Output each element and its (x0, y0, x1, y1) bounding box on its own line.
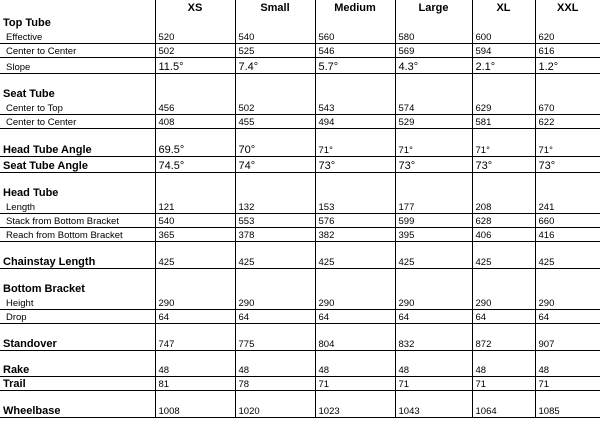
cell-value: 73° (395, 156, 472, 172)
cell-value: 73° (472, 156, 535, 172)
cell-value: 48 (155, 362, 235, 376)
empty-cell (472, 73, 535, 85)
section-row (0, 14, 600, 29)
table-row (0, 227, 600, 241)
empty-cell (155, 390, 235, 402)
cell-value: 872 (472, 335, 535, 350)
empty-cell (155, 73, 235, 85)
cell-value: 7.4° (235, 57, 315, 73)
cell-value: 832 (395, 335, 472, 350)
row-label: Standover (0, 335, 155, 350)
cell-value: 382 (315, 227, 395, 241)
cell-value: 628 (472, 213, 535, 227)
cell-value: 529 (395, 114, 472, 128)
empty-cell (235, 128, 315, 140)
spacer-row (0, 172, 600, 184)
row-label: Length (0, 199, 155, 213)
empty-cell (315, 350, 395, 362)
empty-cell (395, 280, 472, 295)
cell-value: 670 (535, 100, 600, 114)
spacer-row (0, 128, 600, 140)
cell-value: 804 (315, 335, 395, 350)
empty-cell (535, 268, 600, 280)
cell-value: 629 (472, 100, 535, 114)
cell-value: 71 (395, 376, 472, 390)
empty-cell (535, 350, 600, 362)
empty-cell (235, 323, 315, 335)
row-label: Seat Tube Angle (0, 156, 155, 172)
cell-value: 132 (235, 199, 315, 213)
cell-value: 74° (235, 156, 315, 172)
table-row (0, 213, 600, 227)
cell-value: 425 (315, 253, 395, 268)
cell-value: 290 (235, 295, 315, 309)
row-label (0, 172, 155, 184)
table-row (0, 402, 600, 417)
table-row (0, 335, 600, 350)
cell-value: 121 (155, 199, 235, 213)
cell-value: 594 (472, 43, 535, 57)
header-row (0, 0, 600, 14)
table-row (0, 114, 600, 128)
row-label: Rake (0, 362, 155, 376)
empty-cell (235, 350, 315, 362)
empty-cell (155, 268, 235, 280)
cell-value: 48 (235, 362, 315, 376)
empty-cell (235, 14, 315, 29)
cell-value: 574 (395, 100, 472, 114)
empty-cell (315, 390, 395, 402)
empty-cell (472, 323, 535, 335)
cell-value: 576 (315, 213, 395, 227)
cell-value: 208 (472, 199, 535, 213)
empty-cell (535, 323, 600, 335)
row-label (0, 73, 155, 85)
row-label: Drop (0, 309, 155, 323)
size-header-xs: XS (155, 0, 235, 14)
row-label: Height (0, 295, 155, 309)
empty-cell (315, 241, 395, 253)
cell-value: 616 (535, 43, 600, 57)
empty-cell (235, 280, 315, 295)
empty-cell (235, 184, 315, 199)
section-row (0, 280, 600, 295)
empty-cell (235, 172, 315, 184)
cell-value: 71 (315, 376, 395, 390)
size-header-large: Large (395, 0, 472, 14)
table-row (0, 309, 600, 323)
empty-cell (395, 350, 472, 362)
cell-value: 64 (472, 309, 535, 323)
empty-cell (155, 280, 235, 295)
empty-cell (472, 184, 535, 199)
empty-cell (535, 73, 600, 85)
cell-value: 153 (315, 199, 395, 213)
cell-value: 560 (315, 29, 395, 43)
row-label: Center to Center (0, 43, 155, 57)
cell-value: 11.5° (155, 57, 235, 73)
cell-value: 64 (155, 309, 235, 323)
empty-cell (235, 73, 315, 85)
size-header-xl: XL (472, 0, 535, 14)
cell-value: 660 (535, 213, 600, 227)
empty-cell (315, 280, 395, 295)
table-row (0, 253, 600, 268)
cell-value: 70° (235, 140, 315, 156)
cell-value: 64 (535, 309, 600, 323)
row-label: Trail (0, 376, 155, 390)
cell-value: 553 (235, 213, 315, 227)
empty-cell (235, 390, 315, 402)
cell-value: 425 (395, 253, 472, 268)
cell-value: 775 (235, 335, 315, 350)
empty-cell (535, 14, 600, 29)
cell-value: 408 (155, 114, 235, 128)
row-label (0, 241, 155, 253)
row-label: Center to Center (0, 114, 155, 128)
cell-value: 69.5° (155, 140, 235, 156)
empty-cell (395, 323, 472, 335)
cell-value: 525 (235, 43, 315, 57)
cell-value: 1085 (535, 402, 600, 417)
row-label: Center to Top (0, 100, 155, 114)
spacer-row (0, 350, 600, 362)
cell-value: 543 (315, 100, 395, 114)
empty-cell (395, 73, 472, 85)
cell-value: 71 (472, 376, 535, 390)
cell-value: 425 (535, 253, 600, 268)
cell-value: 290 (535, 295, 600, 309)
cell-value: 378 (235, 227, 315, 241)
cell-value: 74.5° (155, 156, 235, 172)
empty-cell (395, 390, 472, 402)
cell-value: 48 (535, 362, 600, 376)
table-row (0, 376, 600, 390)
row-label: Effective (0, 29, 155, 43)
empty-cell (535, 390, 600, 402)
cell-value: 177 (395, 199, 472, 213)
empty-cell (472, 268, 535, 280)
empty-cell (472, 241, 535, 253)
cell-value: 290 (315, 295, 395, 309)
cell-value: 71 (535, 376, 600, 390)
cell-value: 406 (472, 227, 535, 241)
table-row (0, 156, 600, 172)
empty-cell (315, 184, 395, 199)
size-header-xxl: XXL (535, 0, 600, 14)
empty-cell (235, 241, 315, 253)
empty-cell (155, 128, 235, 140)
cell-value: 71° (535, 140, 600, 156)
row-label (0, 350, 155, 362)
cell-value: 64 (235, 309, 315, 323)
empty-cell (472, 14, 535, 29)
row-label (0, 323, 155, 335)
empty-cell (535, 184, 600, 199)
cell-value: 395 (395, 227, 472, 241)
spacer-row (0, 241, 600, 253)
row-label: Reach from Bottom Bracket (0, 227, 155, 241)
spacer-row (0, 268, 600, 280)
cell-value: 71° (315, 140, 395, 156)
empty-cell (155, 350, 235, 362)
row-label (0, 390, 155, 402)
cell-value: 290 (155, 295, 235, 309)
table-row (0, 199, 600, 213)
empty-cell (155, 172, 235, 184)
empty-cell (395, 268, 472, 280)
size-header-medium: Medium (315, 0, 395, 14)
cell-value: 1064 (472, 402, 535, 417)
cell-value: 425 (472, 253, 535, 268)
cell-value: 494 (315, 114, 395, 128)
section-title: Top Tube (3, 17, 51, 29)
table-row (0, 100, 600, 114)
cell-value: 64 (315, 309, 395, 323)
cell-value: 73° (315, 156, 395, 172)
size-header-small: Small (235, 0, 315, 14)
row-label: Head Tube Angle (0, 140, 155, 156)
cell-value: 78 (235, 376, 315, 390)
cell-value: 455 (235, 114, 315, 128)
cell-value: 290 (472, 295, 535, 309)
cell-value: 5.7° (315, 57, 395, 73)
cell-value: 580 (395, 29, 472, 43)
cell-value: 365 (155, 227, 235, 241)
cell-value: 81 (155, 376, 235, 390)
empty-cell (395, 184, 472, 199)
cell-value: 48 (472, 362, 535, 376)
empty-cell (535, 85, 600, 100)
cell-value: 502 (235, 100, 315, 114)
empty-cell (315, 14, 395, 29)
empty-cell (395, 172, 472, 184)
spacer-row (0, 73, 600, 85)
empty-cell (315, 268, 395, 280)
empty-cell (535, 241, 600, 253)
header-corner (0, 0, 155, 14)
cell-value: 502 (155, 43, 235, 57)
empty-cell (472, 390, 535, 402)
cell-value: 1.2° (535, 57, 600, 73)
row-label: Wheelbase (0, 402, 155, 417)
cell-value: 48 (315, 362, 395, 376)
table-row (0, 140, 600, 156)
section-row (0, 85, 600, 100)
table-row (0, 57, 600, 73)
cell-value: 1023 (315, 402, 395, 417)
cell-value: 581 (472, 114, 535, 128)
row-label (0, 268, 155, 280)
cell-value: 73° (535, 156, 600, 172)
empty-cell (315, 128, 395, 140)
empty-cell (315, 85, 395, 100)
table-row (0, 295, 600, 309)
empty-cell (315, 172, 395, 184)
cell-value: 540 (155, 213, 235, 227)
table-row (0, 29, 600, 43)
cell-value: 416 (535, 227, 600, 241)
cell-value: 622 (535, 114, 600, 128)
section-title: Bottom Bracket (3, 283, 85, 295)
cell-value: 1008 (155, 402, 235, 417)
empty-cell (535, 280, 600, 295)
table-row (0, 362, 600, 376)
empty-cell (395, 14, 472, 29)
cell-value: 64 (395, 309, 472, 323)
empty-cell (235, 268, 315, 280)
empty-cell (395, 85, 472, 100)
cell-value: 540 (235, 29, 315, 43)
empty-cell (395, 241, 472, 253)
cell-value: 599 (395, 213, 472, 227)
empty-cell (155, 14, 235, 29)
cell-value: 456 (155, 100, 235, 114)
cell-value: 907 (535, 335, 600, 350)
empty-cell (155, 85, 235, 100)
empty-cell (315, 323, 395, 335)
spacer-row (0, 323, 600, 335)
cell-value: 425 (155, 253, 235, 268)
spacer-row (0, 390, 600, 402)
cell-value: 2.1° (472, 57, 535, 73)
row-label: Stack from Bottom Bracket (0, 213, 155, 227)
cell-value: 620 (535, 29, 600, 43)
cell-value: 1043 (395, 402, 472, 417)
section-title: Head Tube (3, 187, 59, 199)
empty-cell (155, 323, 235, 335)
cell-value: 71° (395, 140, 472, 156)
cell-value: 290 (395, 295, 472, 309)
cell-value: 747 (155, 335, 235, 350)
cell-value: 241 (535, 199, 600, 213)
cell-value: 546 (315, 43, 395, 57)
empty-cell (472, 280, 535, 295)
cell-value: 425 (235, 253, 315, 268)
empty-cell (472, 350, 535, 362)
empty-cell (155, 241, 235, 253)
row-label: Slope (0, 57, 155, 73)
cell-value: 600 (472, 29, 535, 43)
cell-value: 71° (472, 140, 535, 156)
empty-cell (235, 85, 315, 100)
row-label (0, 128, 155, 140)
section-row (0, 184, 600, 199)
row-label: Chainstay Length (0, 253, 155, 268)
empty-cell (395, 128, 472, 140)
cell-value: 569 (395, 43, 472, 57)
cell-value: 48 (395, 362, 472, 376)
empty-cell (472, 128, 535, 140)
cell-value: 1020 (235, 402, 315, 417)
empty-cell (535, 128, 600, 140)
empty-cell (155, 184, 235, 199)
empty-cell (472, 172, 535, 184)
cell-value: 520 (155, 29, 235, 43)
table-row (0, 43, 600, 57)
section-title: Seat Tube (3, 88, 55, 100)
empty-cell (315, 73, 395, 85)
empty-cell (472, 85, 535, 100)
empty-cell (535, 172, 600, 184)
cell-value: 4.3° (395, 57, 472, 73)
